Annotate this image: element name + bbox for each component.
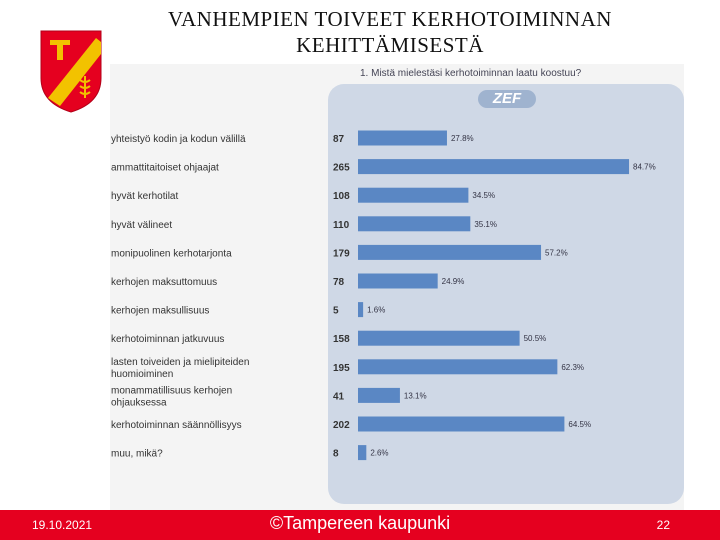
bar (358, 331, 520, 346)
category-label: kerhojen maksullisuus (111, 305, 210, 317)
category-label: ammattitaitoiset ohjaajat (111, 162, 219, 174)
category-label: monammatillisuus kerhojen ohjauksessa (111, 385, 233, 409)
category-label: lasten toiveiden ja mielipiteiden huomioiminen (111, 356, 250, 380)
percent-label: 57.2% (545, 248, 568, 258)
category-label: yhteistyö kodin ja kodun välillä (111, 134, 246, 145)
count-label: 265 (333, 162, 350, 174)
page-number: 22 (656, 518, 670, 532)
percent-label: 35.1% (474, 219, 498, 229)
bar (358, 131, 447, 146)
bar (358, 359, 557, 374)
count-label: 158 (333, 334, 350, 346)
percent-label: 62.3% (561, 362, 585, 372)
percent-label: 1.6% (367, 305, 386, 315)
count-label: 8 (333, 448, 339, 460)
percent-label: 2.6% (370, 448, 389, 458)
bar (358, 188, 468, 203)
percent-label: 84.7% (633, 162, 656, 172)
category-label: kerhotoiminnan säännöllisyys (111, 420, 242, 431)
footer-date: 19.10.2021 (32, 518, 93, 532)
footer-owner: ©Tampereen kaupunki (269, 513, 451, 533)
title-line-1: VANHEMPIEN TOIVEET KERHOTOIMINNAN (168, 7, 612, 31)
bar (358, 159, 629, 174)
percent-label: 13.1% (403, 391, 427, 401)
percent-label: 24.9% (441, 277, 465, 286)
bar (358, 388, 400, 403)
count-label: 87 (333, 134, 345, 145)
bar (358, 417, 564, 432)
category-label: kerhotoiminnan jatkuvuus (111, 334, 225, 346)
count-label: 41 (333, 391, 345, 403)
count-label: 5 (333, 305, 339, 317)
percent-label: 64.5% (568, 420, 592, 429)
survey-question: 1. Mistä mielestäsi kerhotoiminnan laatu koostuu? (360, 68, 582, 79)
category-label: monipuolinen kerhotarjonta (111, 248, 232, 260)
category-label: hyvät välineet (111, 219, 173, 231)
bar (358, 302, 363, 317)
zef-logo: ZEF (478, 90, 536, 108)
count-label: 179 (333, 248, 350, 260)
count-label: 110 (333, 219, 350, 231)
count-label: 108 (333, 191, 350, 203)
percent-label: 50.5% (523, 334, 547, 344)
count-label: 195 (333, 362, 350, 374)
bar (358, 274, 438, 289)
count-label: 78 (333, 277, 345, 288)
title-line-2: KEHITTÄMISESTÄ (296, 33, 484, 57)
category-label: hyvät kerhotilat (111, 191, 179, 203)
bar (358, 216, 470, 231)
category-label: muu, mikä? (111, 448, 163, 460)
count-label: 202 (333, 420, 350, 431)
bar (358, 245, 541, 260)
footer-bar (0, 510, 720, 540)
category-label: kerhojen maksuttomuus (111, 277, 218, 288)
percent-label: 34.5% (472, 191, 496, 201)
percent-label: 27.8% (450, 134, 474, 143)
bar (358, 445, 366, 460)
